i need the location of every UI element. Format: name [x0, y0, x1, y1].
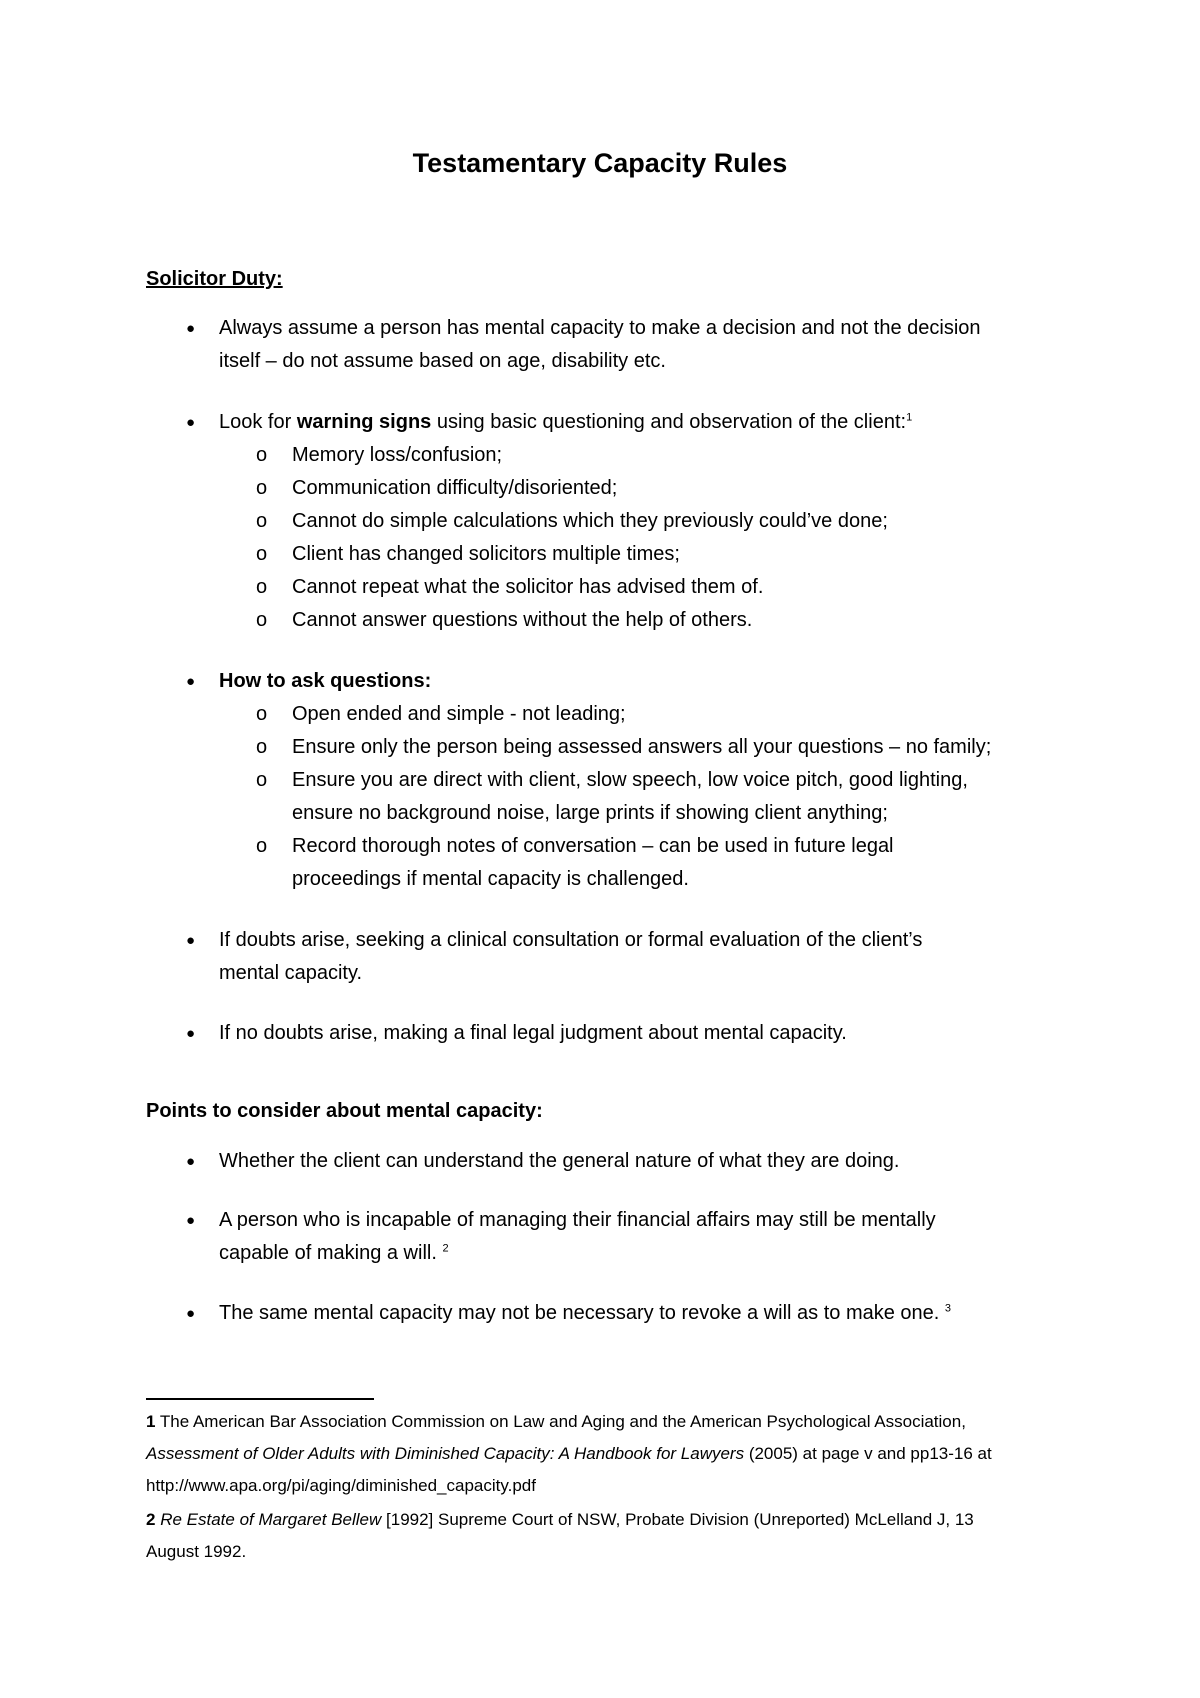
list-item-text: mental capacity.: [219, 962, 363, 984]
bullet-icon: ●: [186, 320, 196, 337]
footnote-number: 1: [146, 1412, 156, 1431]
footnote-number: 2: [146, 1510, 156, 1529]
circle-bullet-icon: o: [256, 477, 268, 499]
circle-bullet-icon: o: [256, 703, 268, 725]
bullet-icon: ●: [186, 932, 196, 949]
bullet-icon: ●: [186, 1305, 196, 1322]
footnote-ref: 2: [442, 1242, 449, 1255]
bullet-icon: ●: [186, 673, 196, 690]
sub-list-item-text: proceedings if mental capacity is challenged.: [292, 868, 689, 890]
footnote-text: (2005) at page v and pp13-16 at: [744, 1444, 992, 1463]
list-item-text: capable of making a will.: [219, 1242, 437, 1264]
page-title: Testamentary Capacity Rules: [412, 148, 788, 178]
circle-bullet-icon: o: [256, 510, 268, 532]
list-item-text: The same mental capacity may not be necessary to revoke a will as to make one.: [219, 1302, 940, 1324]
footnote-ref: 3: [944, 1302, 952, 1315]
list-item-text: Whether the client can understand the general nature of what they are doing.: [219, 1150, 900, 1172]
list-item-text: itself – do not assume based on age, disability etc.: [219, 350, 666, 372]
how-to-ask-heading: How to ask questions:: [219, 670, 432, 692]
list-item-text: If doubts arise, seeking a clinical consultation or formal evaluation of the client’s: [219, 929, 923, 951]
sub-list-item-text: Cannot repeat what the solicitor has advised them of.: [292, 576, 764, 598]
sub-list-item-text: Ensure only the person being assessed answers all your questions – no family;: [292, 736, 992, 758]
section-heading-solicitor-duty: Solicitor Duty:: [146, 268, 283, 290]
circle-bullet-icon: o: [256, 769, 268, 791]
footnote-ref: 1: [906, 411, 913, 424]
sub-list-item-text: Ensure you are direct with client, slow speech, low voice pitch, good lighting,: [292, 769, 968, 791]
footnote-text: [1992] Supreme Court of NSW, Probate Division (Unreported) McLelland J, 13: [381, 1510, 974, 1529]
footnote-text: The American Bar Association Commission on Law and Aging and the American Psychological Association,: [155, 1412, 966, 1431]
circle-bullet-icon: o: [256, 543, 268, 565]
warning-signs-text: warning signs: [296, 411, 432, 433]
sub-list-item-text: Record thorough notes of conversation – can be used in future legal: [292, 835, 894, 857]
sub-list-item-text: Cannot answer questions without the help of others.: [292, 609, 753, 631]
list-item-text: using basic questioning and observation of the client:: [431, 411, 907, 433]
sub-list-item-text: Cannot do simple calculations which they previously could’ve done;: [292, 510, 888, 532]
list-item-text: Always assume a person has mental capacity to make a decision and not the decision: [219, 317, 981, 339]
footnote-separator: [146, 1398, 374, 1400]
list-item-text: If no doubts arise, making a final legal judgment about mental capacity.: [219, 1022, 847, 1044]
circle-bullet-icon: o: [256, 576, 268, 598]
sub-list-item-text: Memory loss/confusion;: [292, 444, 503, 466]
section-heading-points: Points to consider about mental capacity:: [146, 1100, 543, 1122]
bullet-icon: ●: [186, 414, 196, 431]
circle-bullet-icon: o: [256, 609, 268, 631]
circle-bullet-icon: o: [256, 835, 268, 857]
sub-list-item-text: Open ended and simple - not leading;: [292, 703, 626, 725]
footnote-text: August 1992.: [146, 1542, 247, 1561]
sub-list-item-text: ensure no background noise, large prints if showing client anything;: [292, 802, 888, 824]
bullet-icon: ●: [186, 1212, 196, 1229]
footnote-book-title: Assessment of Older Adults with Diminished Capacity: A Handbook for Lawyers: [146, 1444, 745, 1463]
footnote-url: http://www.apa.org/pi/aging/diminished_capacity.pdf: [146, 1476, 536, 1495]
bullet-icon: ●: [186, 1153, 196, 1170]
list-item-text: Look for: [219, 411, 297, 433]
sub-list-item-text: Communication difficulty/disoriented;: [292, 477, 618, 499]
list-item-text: A person who is incapable of managing their financial affairs may still be mentally: [219, 1209, 936, 1231]
footnote-1: [146, 1406, 1076, 1502]
circle-bullet-icon: o: [256, 444, 268, 466]
bullet-icon: ●: [186, 1025, 196, 1042]
footnote-case-name: Re Estate of Margaret Bellew: [155, 1510, 382, 1529]
circle-bullet-icon: o: [256, 736, 268, 758]
footnote-2: [146, 1504, 1076, 1568]
sub-list-item-text: Client has changed solicitors multiple times;: [292, 543, 680, 565]
